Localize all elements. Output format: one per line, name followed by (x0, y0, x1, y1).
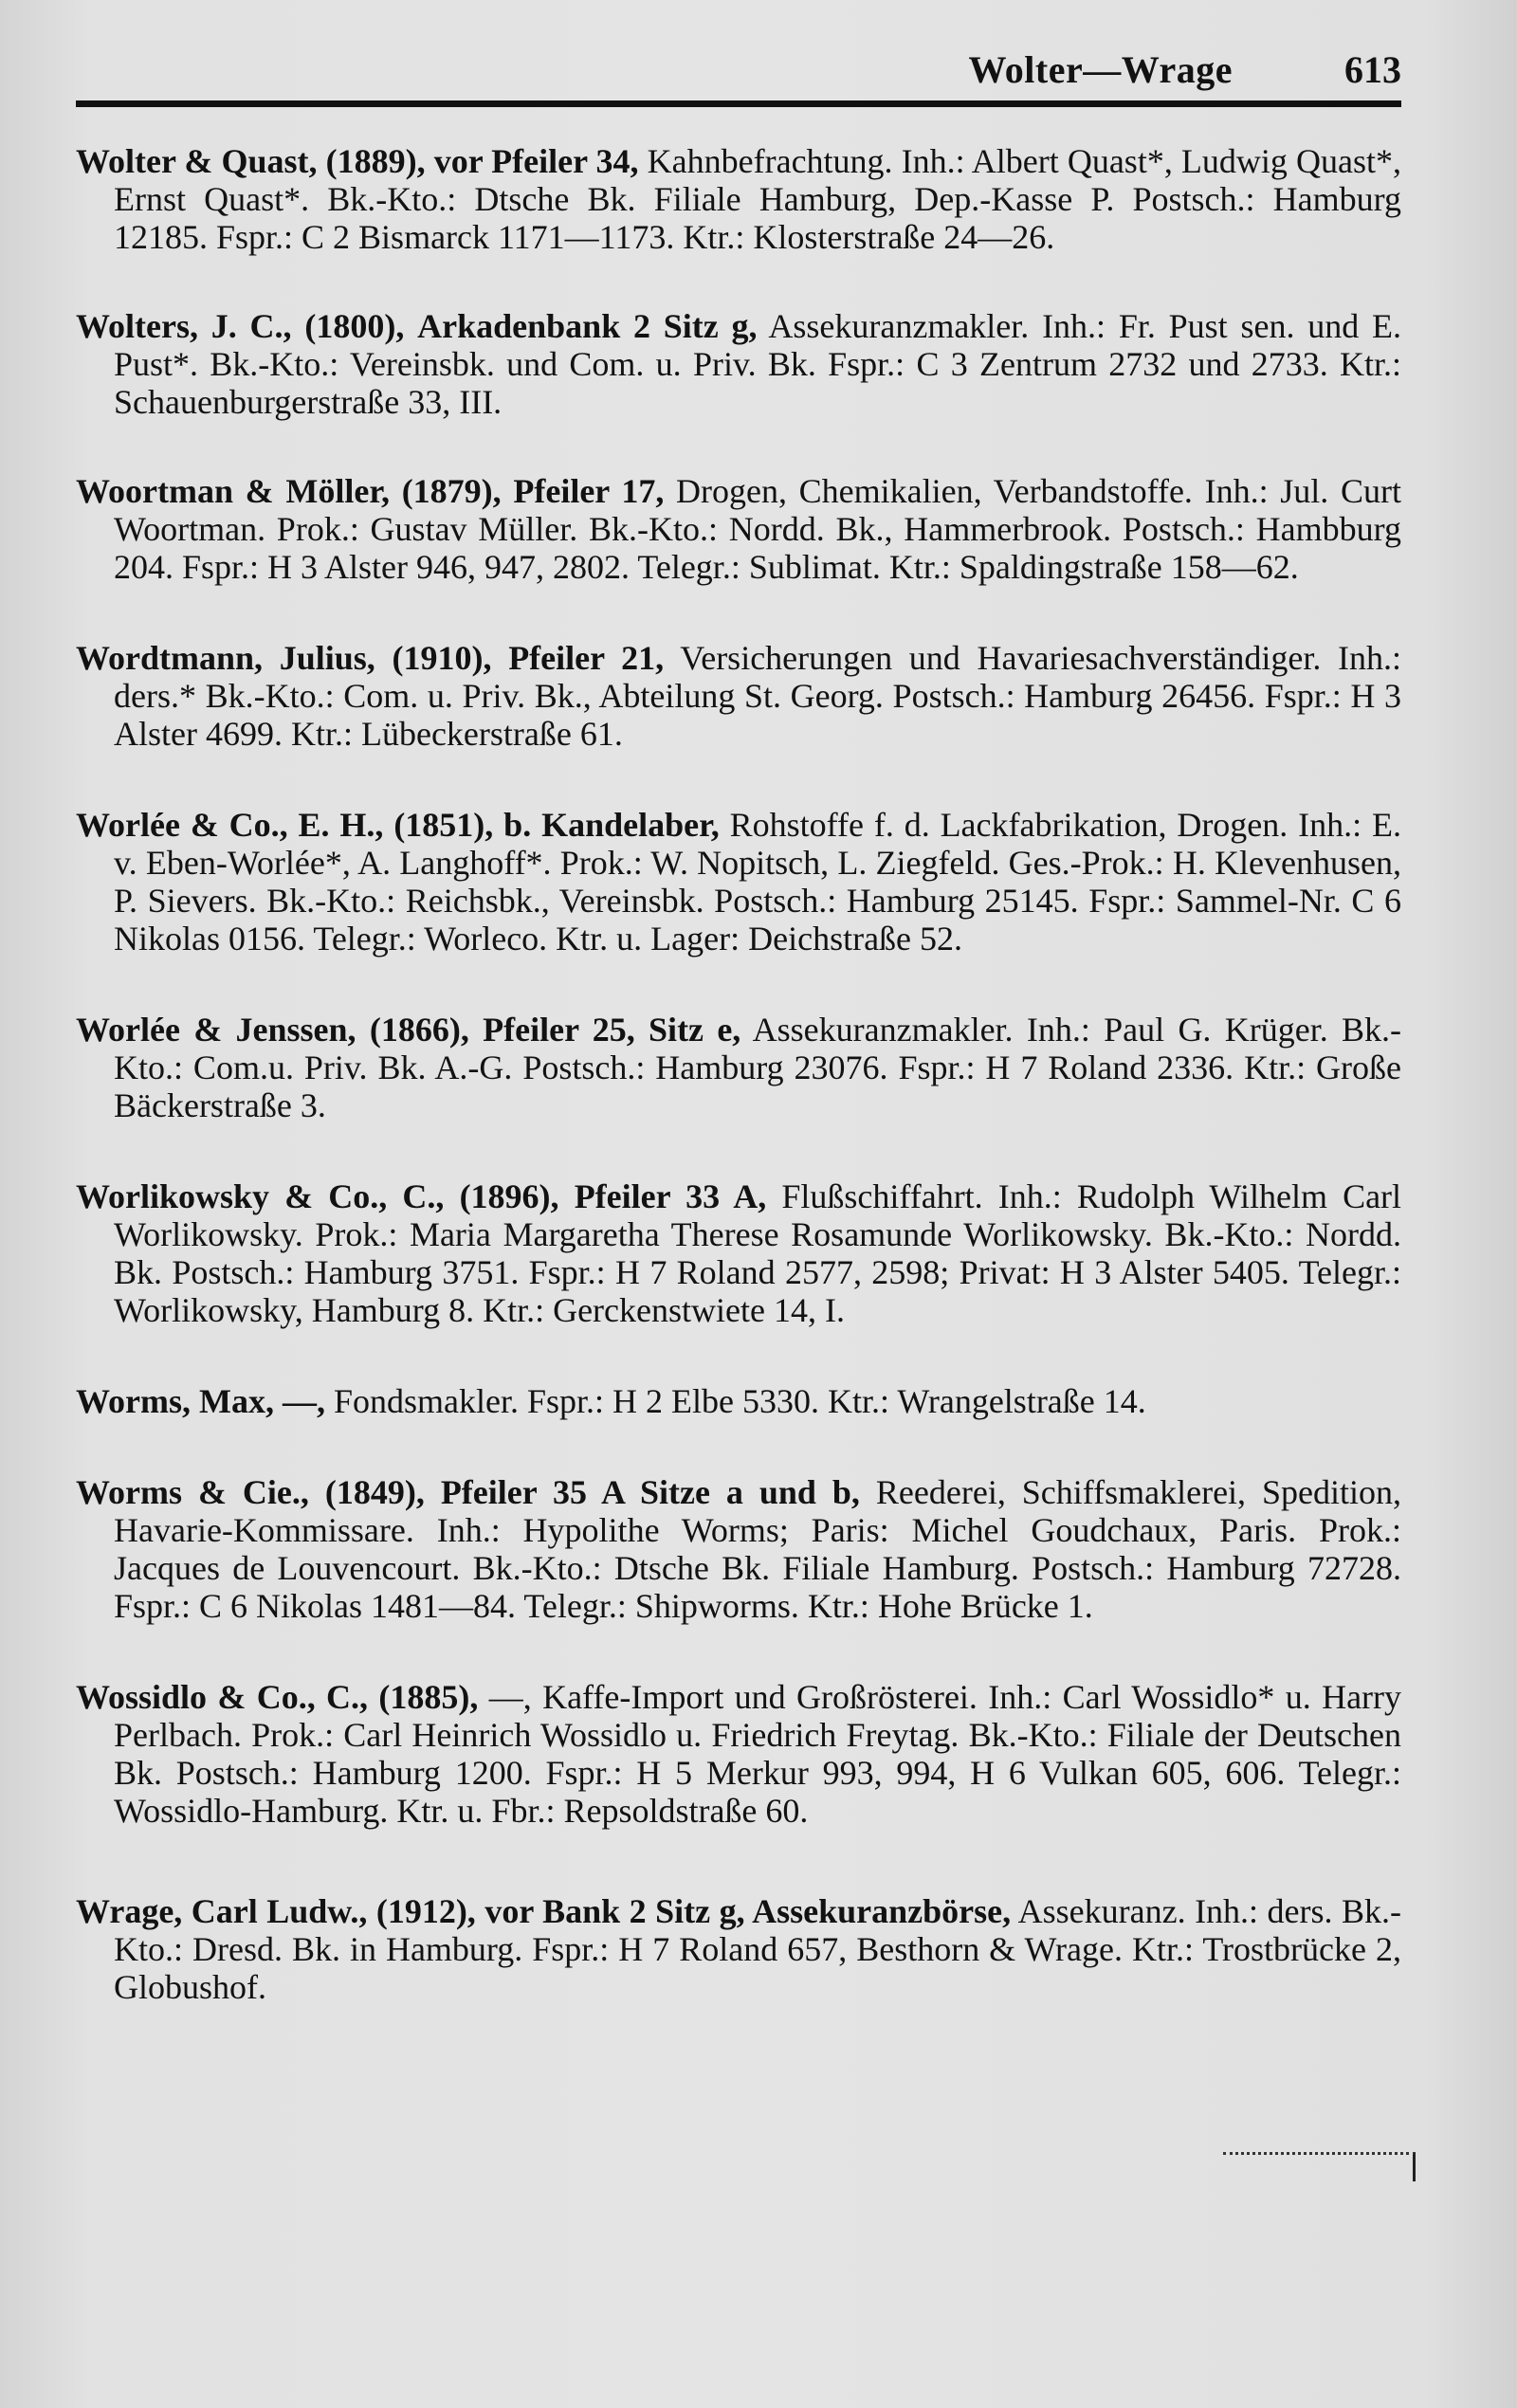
printer-mark (1223, 2152, 1416, 2181)
entry-founded: (1800), (304, 307, 405, 345)
directory-entry (76, 307, 1401, 421)
entry-body: Assekuranzmakler. Inh.: Paul G. Krüger. Bk.-Kto.: Com.u. Priv. Bk. A.-G. Postsch.: Hamburg 23076. Fspr.: H 7 Roland 2336. Ktr.: Große Bäckerstraße 3. (114, 1011, 1402, 1124)
entry-body: Drogen, Chemikalien, Verbandstoffe. Inh.: Jul. Curt Woortman. Prok.: Gustav Müller. Bk.-Kto.: Nordd. Bk., Hammerbrook. Postsch.: Hambburg 204. Fspr.: H 3 Alster 946, 947, 2802. Telegr.: Sublimat. Ktr.: Spaldingstraße 158—62. (114, 472, 1401, 586)
page-number: 613 (1344, 48, 1401, 91)
directory-entry (76, 1382, 1401, 1420)
entry-name: Worlikowsky & Co., C., (76, 1177, 445, 1215)
entry-name: Worms & Cie., (76, 1473, 309, 1511)
entry-location: Pfeiler 35 A Sitze a und b, (440, 1473, 860, 1511)
directory-entry (76, 1011, 1401, 1124)
entry-founded: (1879), (401, 472, 502, 510)
entry-name: Woortman & Möller, (76, 472, 390, 510)
directory-entry (76, 142, 1401, 256)
entry-location: Pfeiler 25, Sitz e, (483, 1011, 741, 1049)
header-rule (76, 100, 1401, 107)
entry-list (76, 142, 1401, 2006)
directory-entry (76, 1892, 1401, 2006)
directory-entry (76, 1177, 1401, 1329)
entry-founded: —, (282, 1382, 325, 1420)
entry-location: —, (488, 1678, 532, 1716)
entry-body: Reederei, Schiffsmaklerei, Spedition, Havarie-Kommissare. Inh.: Hypolithe Worms; Paris: Michel Goudchaux, Paris. Prok.: Jacques de Louvencourt. Bk.-Kto.: Dtsche Bk. Filiale Hamburg. Postsch.: Hamburg 72728. Fspr.: C 6 Nikolas 1481—84. Telegr.: Shipworms. Ktr.: Hohe Brücke 1. (114, 1473, 1402, 1625)
entry-name: Worms, Max, (76, 1382, 274, 1420)
entry-founded: (1896), (459, 1177, 559, 1215)
entry-body: Assekuranz. Inh.: ders. Bk.-Kto.: Dresd. Bk. in Hamburg. Fspr.: H 7 Roland 657, Besthorn & Wrage. Ktr.: Trostbrücke 2, Globushof. (114, 1892, 1402, 2006)
running-head: Wolter—Wrage (968, 48, 1233, 91)
entry-founded: (1912), (375, 1892, 476, 1930)
entry-founded: (1889), (325, 142, 426, 180)
directory-entry (76, 1678, 1401, 1830)
entry-name: Worlée & Co., E. H., (76, 806, 384, 844)
entry-name: Worlée & Jenssen, (76, 1011, 356, 1049)
page-header (76, 42, 1401, 99)
entry-name: Wossidlo & Co., C., (76, 1678, 369, 1716)
entry-body: Kaffe-Import und Großrösterei. Inh.: Carl Wossidlo* u. Harry Perlbach. Prok.: Carl Heinrich Wossidlo u. Friedrich Freytag. Bk.-Kto.: Filiale der Deutschen Bk. Postsch.: Hamburg 1200. Fspr.: H 5 Merkur 993, 994, H 6 Vulkan 605, 606. Telegr.: Wossidlo-Hamburg. Ktr. u. Fbr.: Repsoldstraße 60. (114, 1678, 1402, 1830)
entry-location: Arkadenbank 2 Sitz g, (417, 307, 758, 345)
entry-location: vor Bank 2 Sitz g, Assekuranzbörse, (484, 1892, 1012, 1930)
entry-body: Kahnbefrachtung. Inh.: Albert Quast*, Ludwig Quast*, Ernst Quast*. Bk.-Kto.: Dtsche Bk. Filiale Hamburg, Dep.-Kasse P. Postsch.: Hamburg 12185. Fspr.: C 2 Bismarck 1171—1173. Ktr.: Klosterstraße 24—26. (114, 142, 1402, 256)
entry-body: Fondsmakler. Fspr.: H 2 Elbe 5330. Ktr.: Wrangelstraße 14. (333, 1382, 1146, 1420)
entry-name: Wrage, Carl Ludw., (76, 1892, 368, 1930)
entry-location: Pfeiler 21, (508, 639, 665, 677)
entry-founded: (1849), (324, 1473, 425, 1511)
directory-entry (76, 806, 1401, 958)
entry-name: Wolter & Quast, (76, 142, 318, 180)
entry-location: b. Kandelaber, (503, 806, 720, 844)
directory-entry (76, 1473, 1401, 1625)
entry-body: Rohstoffe f. d. Lackfabrikation, Drogen. Inh.: E. v. Eben-Worlée*, A. Langhoff*. Prok.: W. Nopitsch, L. Ziegfeld. Ges.-Prok.: H. Klevenhusen, P. Sievers. Bk.-Kto.: Reichsbk., Vereinsbk. Postsch.: Hamburg 25145. Fspr.: Sammel-Nr. C 6 Nikolas 0156. Telegr.: Worleco. Ktr. u. Lager: Deichstraße 52. (114, 806, 1402, 958)
entry-location: Pfeiler 33 A, (574, 1177, 767, 1215)
entry-body: Flußschiffahrt. Inh.: Rudolph Wilhelm Carl Worlikowsky. Prok.: Maria Margaretha Therese Rosamunde Worlikowsky. Bk.-Kto.: Nordd. Bk. Postsch.: Hamburg 3751. Fspr.: H 7 Roland 2577, 2598; Privat: H 3 Alster 5405. Telegr.: Worlikowsky, Hamburg 8. Ktr.: Gerckenstwiete 14, I. (114, 1177, 1402, 1329)
directory-entry (76, 472, 1401, 586)
entry-name: Wolters, J. C., (76, 307, 292, 345)
entry-body: Versicherungen und Havariesachverständiger. Inh.: ders.* Bk.-Kto.: Com. u. Priv. Bk., Abteilung St. Georg. Postsch.: Hamburg 26456. Fspr.: H 3 Alster 4699. Ktr.: Lübeckerstraße 61. (114, 639, 1402, 753)
entry-location: vor Pfeiler 34, (433, 142, 639, 180)
entry-founded: (1851), (393, 806, 494, 844)
entry-body: Assekuranzmakler. Inh.: Fr. Pust sen. und E. Pust*. Bk.-Kto.: Vereinsbk. und Com. u. Priv. Bk. Fspr.: C 3 Zentrum 2732 und 2733. Ktr.: Schauenburgerstraße 33, III. (114, 307, 1402, 421)
entry-founded: (1885), (378, 1678, 479, 1716)
directory-entry (76, 639, 1401, 753)
entry-location: Pfeiler 17, (513, 472, 665, 510)
entry-founded: (1910), (392, 639, 492, 677)
entry-founded: (1866), (369, 1011, 469, 1049)
entry-name: Wordtmann, Julius, (76, 639, 375, 677)
